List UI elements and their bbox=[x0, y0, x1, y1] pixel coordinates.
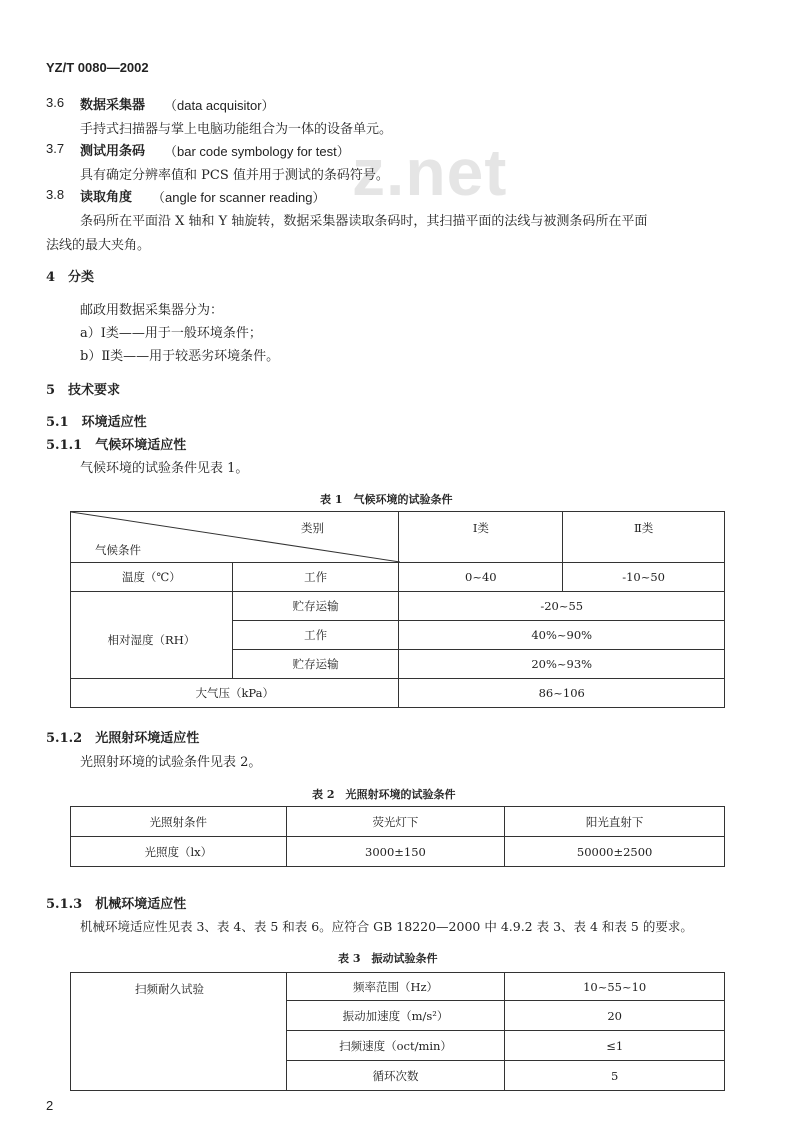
section-title: 5.1 环境适应性 bbox=[46, 415, 147, 430]
list-item: a）Ⅰ类——用于一般环境条件； bbox=[80, 326, 262, 341]
row-sublabel: 工作 bbox=[232, 563, 399, 592]
table-cell: 3000±150 bbox=[286, 837, 505, 867]
paragraph: 邮政用数据采集器分为： bbox=[80, 303, 224, 318]
doc-code: YZ/T 0080—2002 bbox=[46, 60, 149, 75]
paragraph: 光照射环境的试验条件见表 2。 bbox=[80, 755, 262, 770]
column-header: 阳光直射下 bbox=[505, 807, 725, 837]
row-label: 大气压（kPa） bbox=[71, 679, 399, 708]
term-english: （bar code symbology for test） bbox=[164, 144, 350, 159]
row-label: 温度（℃） bbox=[71, 563, 233, 592]
column-header: Ⅱ类 bbox=[563, 512, 725, 563]
table-cell: 10~55~10 bbox=[505, 973, 725, 1001]
watermark: z.net bbox=[352, 135, 508, 209]
row-sublabel: 循环次数 bbox=[286, 1061, 505, 1091]
term-english: （angle for scanner reading） bbox=[152, 190, 326, 205]
table-cell: 20 bbox=[505, 1001, 725, 1031]
term-title: 测试用条码 bbox=[80, 144, 146, 159]
corner-header-conditions: 气候条件 bbox=[95, 543, 141, 557]
term-definition: 手持式扫描器与掌上电脑功能组合为一体的设备单元。 bbox=[80, 122, 393, 137]
term-title: 数据采集器 bbox=[80, 98, 146, 113]
table-cell: 20%~93% bbox=[399, 650, 725, 679]
table-caption: 表 1 气候环境的试验条件 bbox=[320, 493, 453, 506]
row-sublabel: 贮存运输 bbox=[232, 592, 399, 621]
table-caption: 表 2 光照射环境的试验条件 bbox=[312, 788, 456, 801]
table-cell: 50000±2500 bbox=[505, 837, 725, 867]
table-cell: 0~40 bbox=[399, 563, 563, 592]
term-english: （data acquisitor） bbox=[164, 98, 275, 113]
table-cell: 86~106 bbox=[399, 679, 725, 708]
table-cell: 5 bbox=[505, 1061, 725, 1091]
row-label: 相对湿度（RH） bbox=[71, 592, 233, 679]
table-cell: ≤1 bbox=[505, 1031, 725, 1061]
page-number: 2 bbox=[46, 1098, 54, 1113]
table-cell: -10~50 bbox=[563, 563, 725, 592]
corner-header-category: 类别 bbox=[301, 521, 324, 535]
section-title: 5.1.2 光照射环境适应性 bbox=[46, 731, 200, 746]
light-table bbox=[70, 806, 725, 867]
row-sublabel: 扫频速度（oct/min） bbox=[286, 1031, 505, 1061]
paragraph: 机械环境适应性见表 3、表 4、表 5 和表 6。应符合 GB 18220—2000 中 4.9.2 表 3、表 4 和表 5 的要求。 bbox=[80, 919, 693, 934]
column-header: 荧光灯下 bbox=[286, 807, 505, 837]
term-definition-cont: 法线的最大夹角。 bbox=[46, 238, 151, 253]
vibration-table bbox=[70, 972, 725, 1091]
column-header: Ⅰ类 bbox=[399, 512, 563, 563]
climate-table bbox=[70, 511, 725, 708]
term-number: 3.6 bbox=[46, 95, 65, 110]
table-cell: 40%~90% bbox=[399, 621, 725, 650]
term-definition: 具有确定分辨率值和 PCS 值并用于测试的条码符号。 bbox=[80, 168, 389, 183]
term-number: 3.8 bbox=[46, 187, 65, 202]
row-label: 光照度（lx） bbox=[71, 837, 287, 867]
section-title: 4 分类 bbox=[46, 270, 95, 285]
paragraph: 气候环境的试验条件见表 1。 bbox=[80, 461, 249, 476]
term-number: 3.7 bbox=[46, 141, 65, 156]
row-sublabel: 贮存运输 bbox=[232, 650, 399, 679]
row-sublabel: 振动加速度（m/s²） bbox=[286, 1001, 505, 1031]
row-label: 扫频耐久试验 bbox=[71, 973, 287, 1091]
column-header: 光照射条件 bbox=[71, 807, 287, 837]
section-title: 5 技术要求 bbox=[46, 383, 121, 398]
table-caption: 表 3 振动试验条件 bbox=[338, 952, 438, 965]
row-sublabel: 工作 bbox=[232, 621, 399, 650]
table-cell: -20~55 bbox=[399, 592, 725, 621]
table-corner-cell bbox=[71, 512, 399, 563]
list-item: b）Ⅱ类——用于较恶劣环境条件。 bbox=[80, 349, 280, 364]
term-definition: 条码所在平面沿 X 轴和 Y 轴旋转，数据采集器读取条码时，其扫描平面的法线与被测条码所在平面 bbox=[80, 214, 648, 229]
section-title: 5.1.3 机械环境适应性 bbox=[46, 897, 187, 912]
term-title: 读取角度 bbox=[80, 190, 133, 205]
section-title: 5.1.1 气候环境适应性 bbox=[46, 438, 187, 453]
row-sublabel: 频率范围（Hz） bbox=[286, 973, 505, 1001]
